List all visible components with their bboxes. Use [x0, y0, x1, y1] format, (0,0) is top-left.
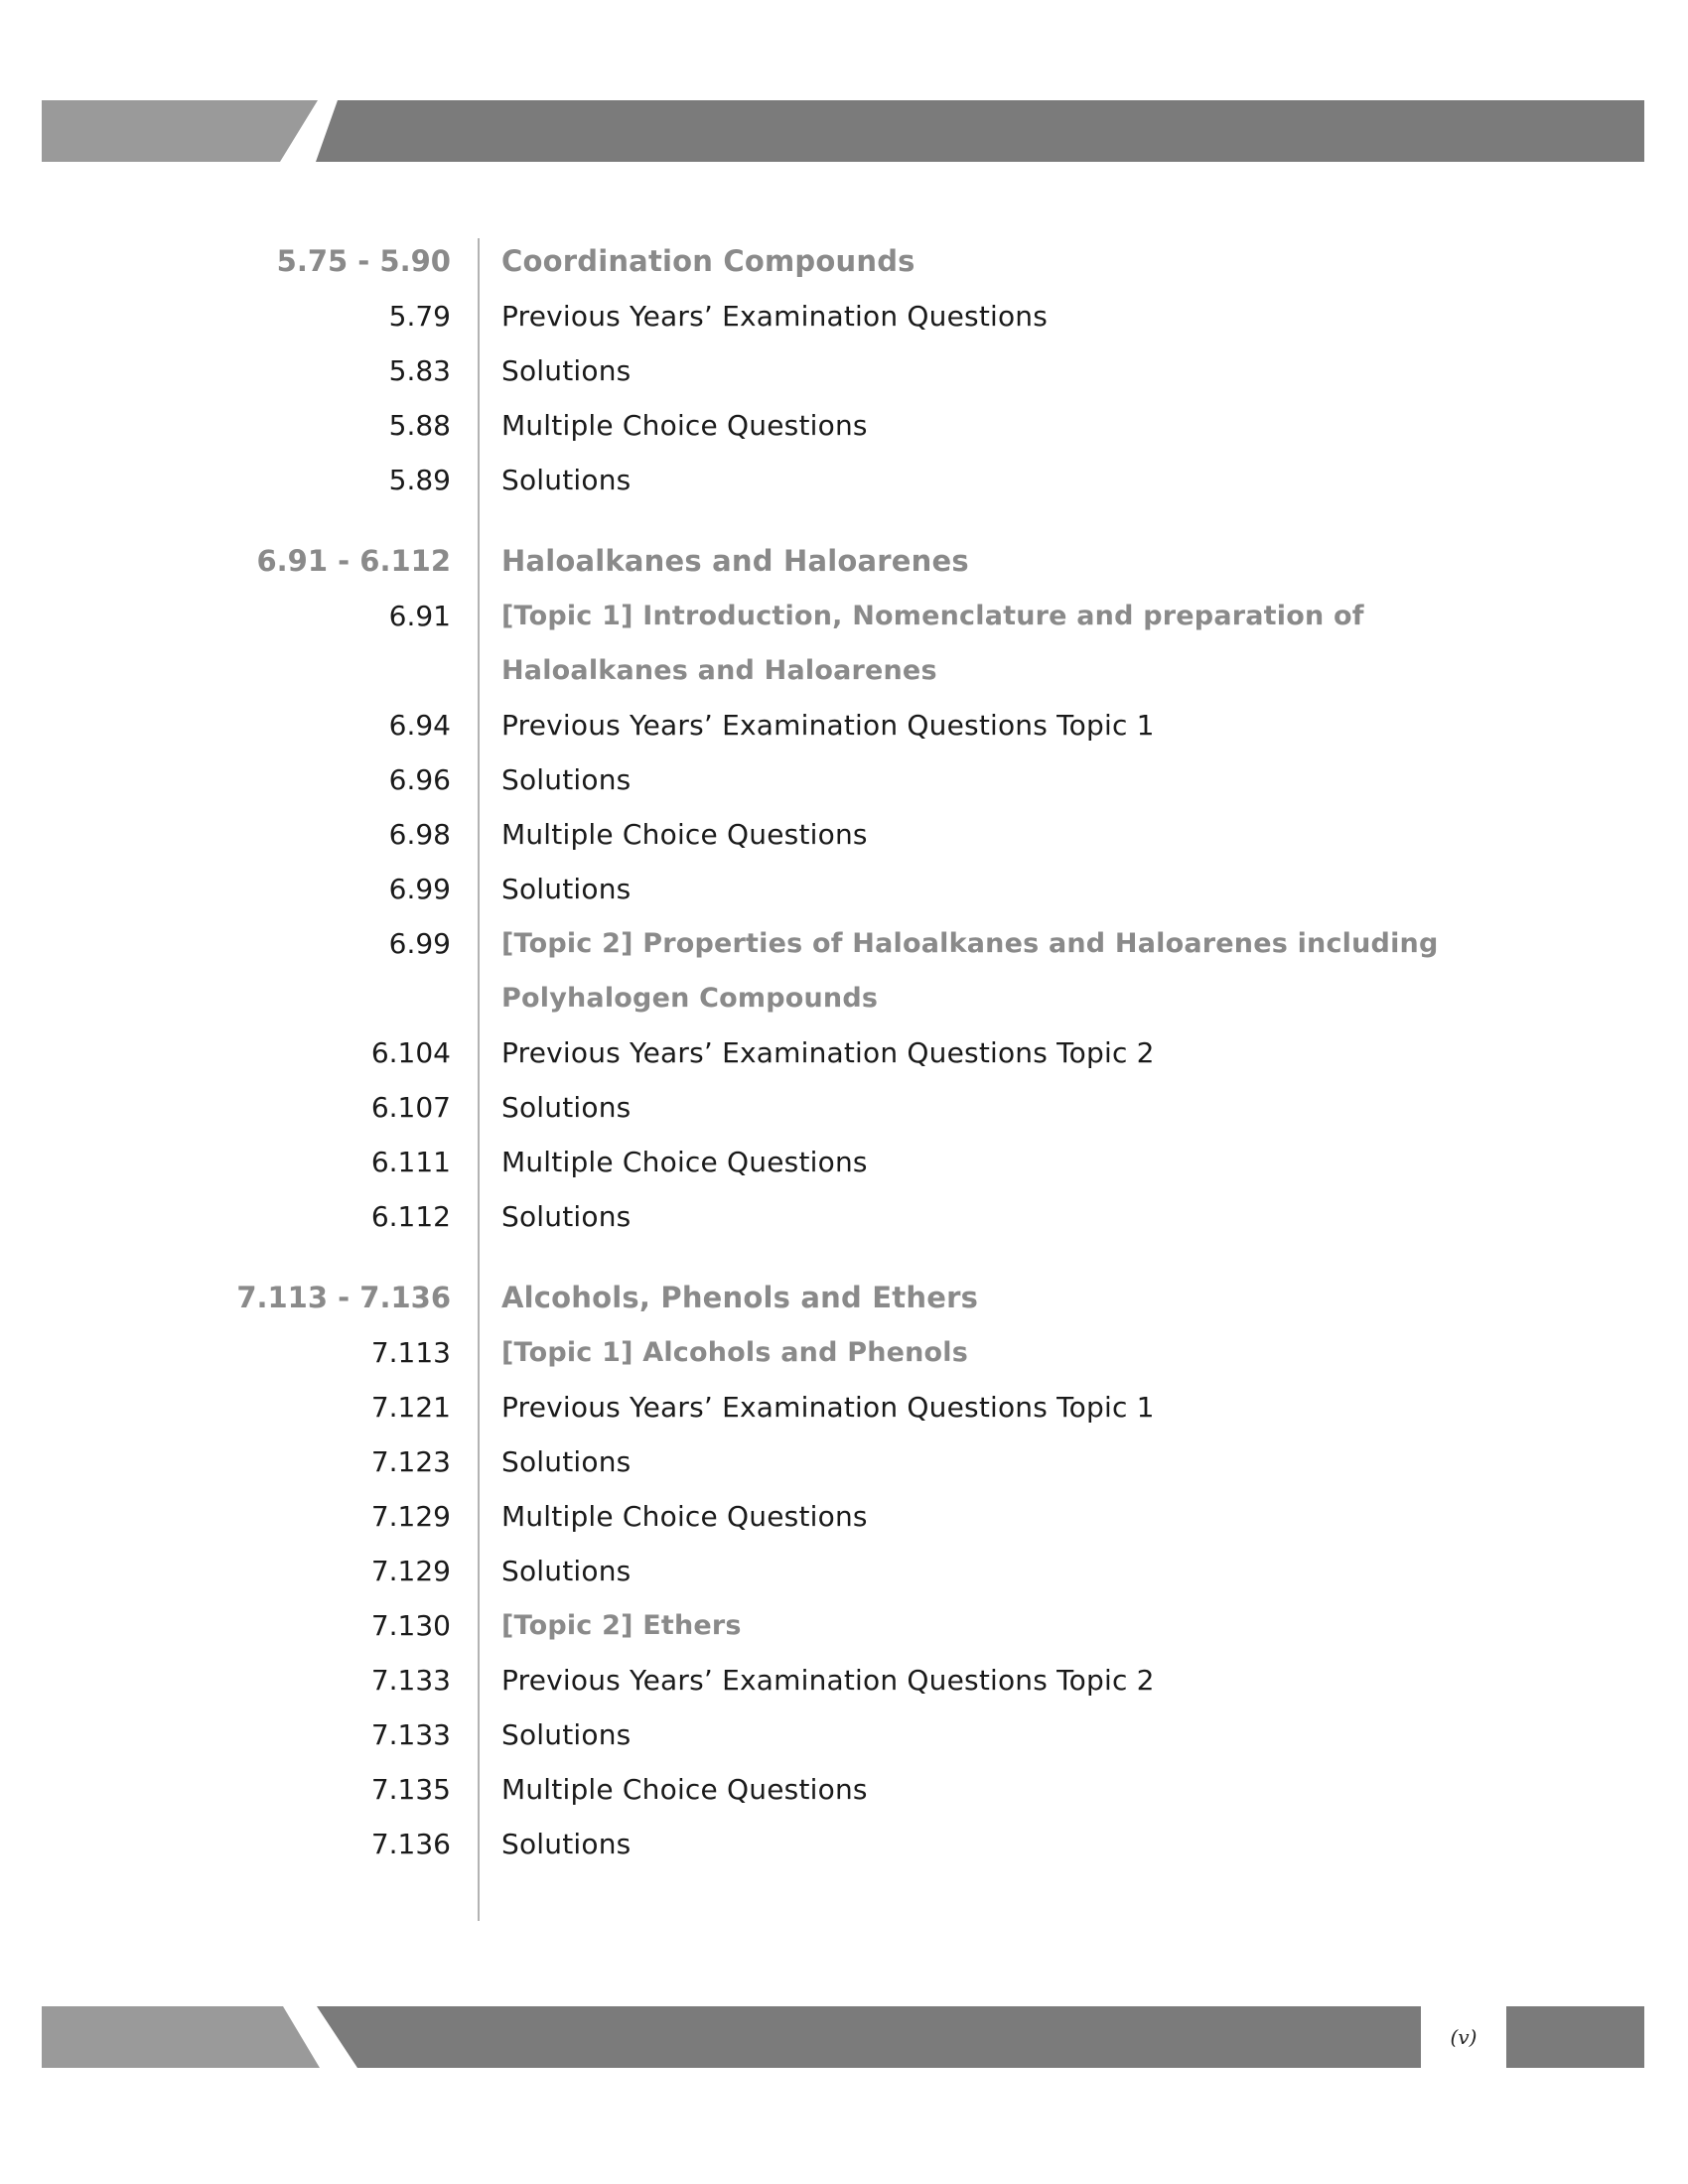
- toc-title: [Topic 2] Properties of Haloalkanes and Haloarenes including: [501, 928, 1439, 959]
- toc-topic-row: [0, 1325, 1688, 1380]
- toc-page-number: 7.113 - 7.136: [236, 1281, 451, 1314]
- toc-page-number: 6.91: [388, 600, 451, 632]
- toc-entry-row: [0, 1434, 1688, 1489]
- toc-page-number: 7.113: [370, 1336, 451, 1369]
- toc-page-number: 5.83: [388, 354, 451, 387]
- header-band-light: [42, 100, 318, 162]
- toc-entry-row: [0, 1380, 1688, 1434]
- header-band-shapes: [42, 100, 1644, 162]
- toc-entry-row: [0, 1135, 1688, 1189]
- toc-entry-row: [0, 1025, 1688, 1080]
- toc-title: Solutions: [501, 763, 632, 796]
- toc-page-number: 6.104: [370, 1036, 451, 1069]
- toc-entry-row: [0, 807, 1688, 862]
- toc-page-number: 5.75 - 5.90: [276, 244, 451, 278]
- toc-page-number: 6.94: [388, 709, 451, 742]
- header-band-dark: [316, 100, 1644, 162]
- toc-page-number: 6.99: [388, 927, 451, 960]
- toc-title: Previous Years’ Examination Questions Topic 2: [501, 1664, 1155, 1697]
- toc-entry-row: [0, 1653, 1688, 1707]
- table-of-contents: [0, 234, 1688, 1871]
- toc-page-number: 5.89: [388, 464, 451, 496]
- toc-page-number: 7.121: [370, 1391, 451, 1424]
- toc-entry-row: [0, 698, 1688, 752]
- toc-title: [Topic 1] Introduction, Nomenclature and preparation of: [501, 601, 1364, 631]
- toc-entry-row: [0, 289, 1688, 343]
- header-band: [42, 100, 1644, 162]
- toc-page-number: 7.135: [370, 1773, 451, 1806]
- toc-chapter-row: [0, 534, 1688, 589]
- toc-entry-row: [0, 1189, 1688, 1244]
- toc-title: Solutions: [501, 1555, 632, 1587]
- toc-page-number: 7.130: [370, 1609, 451, 1642]
- toc-page-number: 5.79: [388, 300, 451, 333]
- toc-page-number: 6.98: [388, 818, 451, 851]
- toc-page-number: 6.99: [388, 873, 451, 905]
- toc-entry-row: [0, 752, 1688, 807]
- toc-title: Alcohols, Phenols and Ethers: [501, 1281, 979, 1314]
- toc-chapter-row: [0, 1271, 1688, 1325]
- toc-page-number: 7.133: [370, 1718, 451, 1751]
- toc-entry-row: [0, 1762, 1688, 1817]
- toc-topic-row: [0, 1598, 1688, 1653]
- toc-page-number: 5.88: [388, 409, 451, 442]
- toc-entry-row: [0, 1489, 1688, 1544]
- toc-entry-row: [0, 453, 1688, 507]
- toc-page-number: 6.107: [370, 1091, 451, 1124]
- toc-title: Multiple Choice Questions: [501, 818, 868, 851]
- toc-title: Solutions: [501, 1828, 632, 1860]
- toc-title: Solutions: [501, 354, 632, 387]
- toc-title: Coordination Compounds: [501, 244, 915, 278]
- toc-page-number: 6.91 - 6.112: [256, 544, 451, 578]
- toc-title: Previous Years’ Examination Questions Topic 1: [501, 1391, 1155, 1424]
- toc-title: Solutions: [501, 1091, 632, 1124]
- footer-band: [42, 2006, 1644, 2068]
- toc-page-number: 6.96: [388, 763, 451, 796]
- toc-title: Solutions: [501, 464, 632, 496]
- toc-title: Solutions: [501, 873, 632, 905]
- toc-entry-row: [0, 1707, 1688, 1762]
- footer-band-shapes: [42, 2006, 1644, 2068]
- toc-page-number: 7.129: [370, 1555, 451, 1587]
- toc-title: Haloalkanes and Haloarenes: [501, 544, 969, 578]
- toc-title: Polyhalogen Compounds: [501, 983, 879, 1014]
- toc-topic-row: [0, 916, 1688, 971]
- toc-title: Haloalkanes and Haloarenes: [501, 655, 937, 686]
- toc-title: [Topic 2] Ethers: [501, 1610, 742, 1641]
- toc-topic-continuation: [0, 643, 1688, 698]
- toc-title: Multiple Choice Questions: [501, 1500, 868, 1533]
- toc-entry-row: [0, 343, 1688, 398]
- toc-page-number: 7.129: [370, 1500, 451, 1533]
- footer-band-light: [42, 2006, 320, 2068]
- toc-entry-row: [0, 1544, 1688, 1598]
- toc-title: Multiple Choice Questions: [501, 1146, 868, 1178]
- toc-title: Multiple Choice Questions: [501, 409, 868, 442]
- toc-title: [Topic 1] Alcohols and Phenols: [501, 1337, 969, 1368]
- toc-title: Solutions: [501, 1445, 632, 1478]
- toc-title: Multiple Choice Questions: [501, 1773, 868, 1806]
- toc-title: Previous Years’ Examination Questions Topic 1: [501, 709, 1155, 742]
- toc-entry-row: [0, 398, 1688, 453]
- toc-entry-row: [0, 862, 1688, 916]
- toc-topic-continuation: [0, 971, 1688, 1025]
- toc-title: Solutions: [501, 1718, 632, 1751]
- toc-topic-row: [0, 589, 1688, 643]
- toc-page-number: 7.133: [370, 1664, 451, 1697]
- toc-page-number: 6.111: [370, 1146, 451, 1178]
- toc-page-number: 7.123: [370, 1445, 451, 1478]
- toc-title: Solutions: [501, 1200, 632, 1233]
- toc-title: Previous Years’ Examination Questions Topic 2: [501, 1036, 1155, 1069]
- toc-title: Previous Years’ Examination Questions: [501, 300, 1049, 333]
- page-number: (v): [1421, 2006, 1506, 2068]
- toc-entry-row: [0, 1817, 1688, 1871]
- toc-page-number: 7.136: [370, 1828, 451, 1860]
- toc-chapter-row: [0, 234, 1688, 289]
- toc-entry-row: [0, 1080, 1688, 1135]
- toc-page-number: 6.112: [370, 1200, 451, 1233]
